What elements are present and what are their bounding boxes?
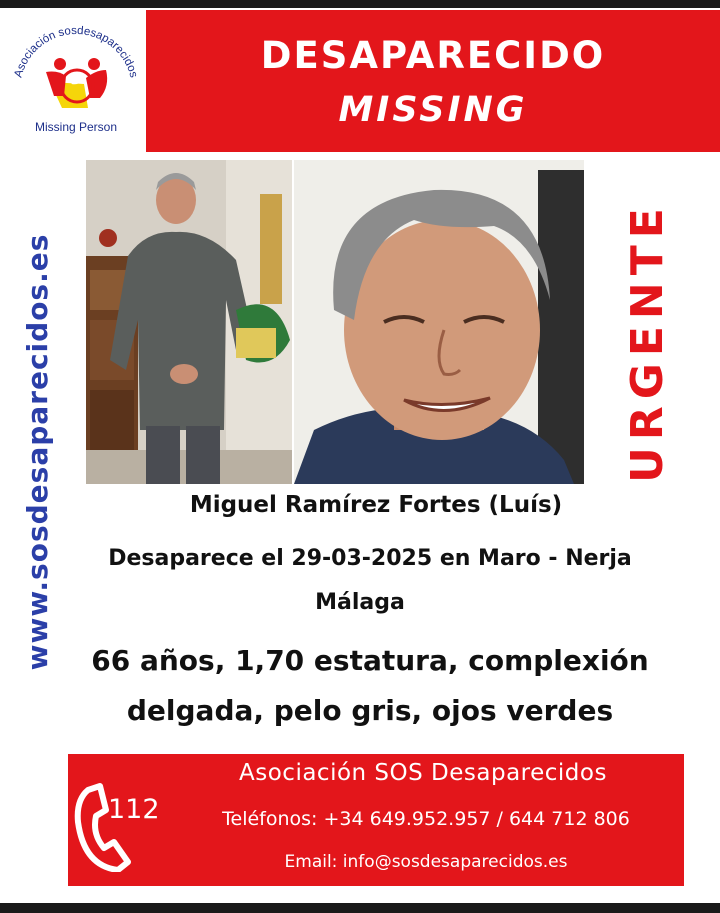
email-address[interactable]: Email: info@sosdesaparecidos.es	[284, 852, 568, 872]
logo-subtitle: Missing Person	[34, 120, 118, 134]
logo-arc-text: Asociación sosdesaparecidos	[12, 24, 140, 79]
urgent-label: URGENTE	[622, 201, 673, 483]
photo-full-body	[86, 160, 292, 484]
logo-emblem	[6, 12, 146, 122]
bottom-border	[0, 903, 720, 913]
disappearance-place: Málaga	[315, 590, 405, 615]
website-vertical[interactable]: www.sosdesaparecidos.es	[21, 233, 54, 671]
association-logo	[6, 12, 146, 142]
top-border	[0, 0, 720, 8]
organization-name: Asociación SOS Desaparecidos	[239, 760, 607, 786]
title-english: MISSING	[338, 90, 528, 130]
description-line-1: 66 años, 1,70 estatura, complexión	[91, 644, 649, 677]
photo-face	[294, 160, 584, 484]
disappearance-date: Desaparece el 29-03-2025 en Maro - Nerja	[108, 546, 632, 571]
title-spanish: DESAPARECIDO	[260, 34, 606, 77]
contact-box	[68, 754, 684, 886]
person-name: Miguel Ramírez Fortes (Luís)	[189, 492, 563, 518]
description-line-2: delgada, pelo gris, ojos verdes	[126, 694, 614, 727]
header-banner	[146, 10, 720, 152]
emergency-number[interactable]: 112	[108, 794, 160, 825]
phone-numbers[interactable]: Teléfonos: +34 649.952.957 / 644 712 806	[222, 808, 630, 830]
